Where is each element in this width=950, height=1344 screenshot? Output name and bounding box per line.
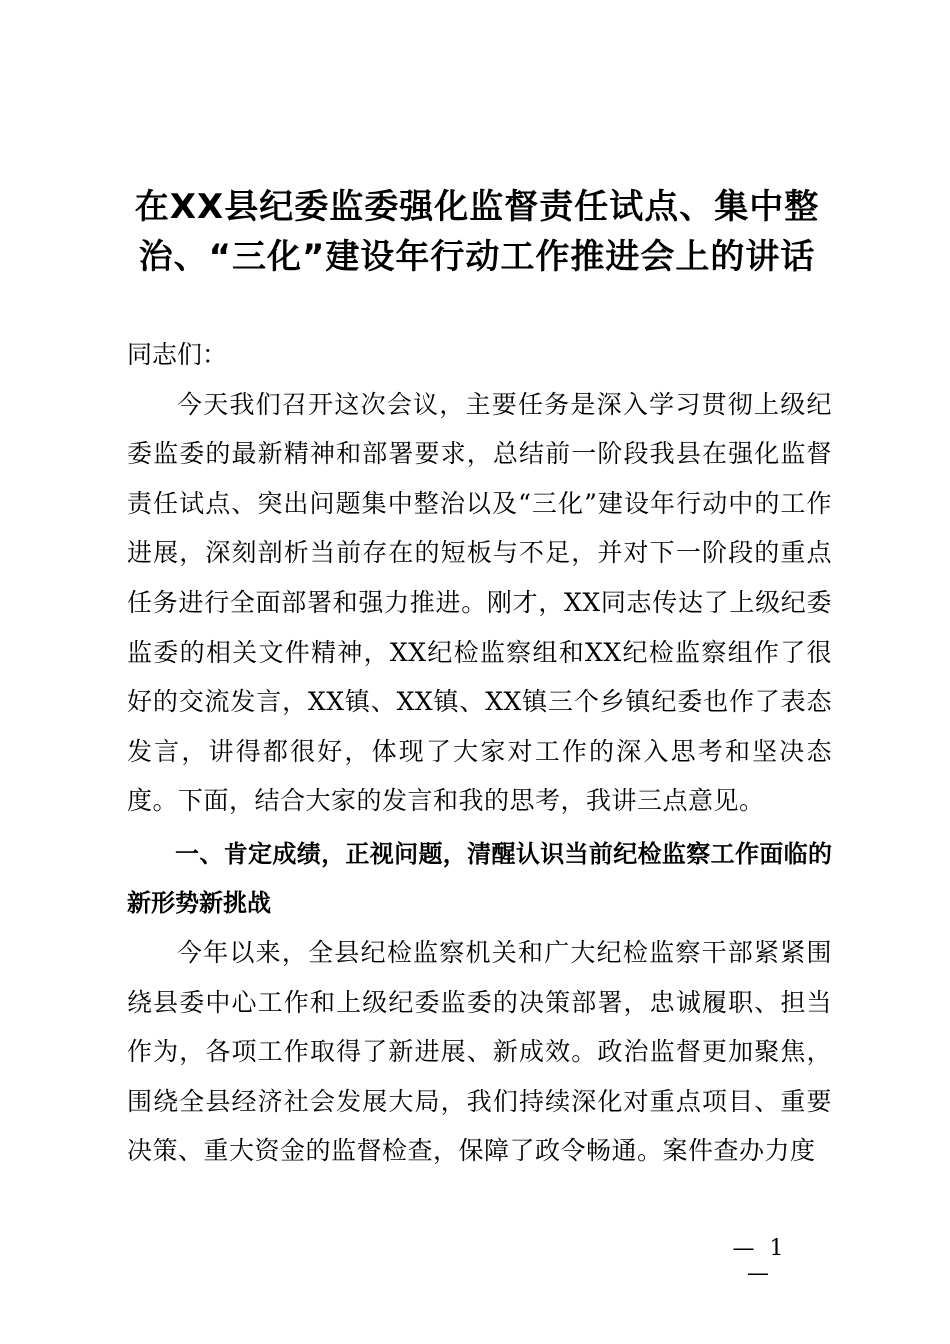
document-title [120, 182, 834, 282]
section-heading: 一、肯定成绩，正视问题，清醒认识当前纪检监察工作面临的新形势新挑战 [127, 839, 832, 917]
document-body [127, 330, 832, 1176]
page-number: — 1 — [732, 1236, 788, 1286]
salutation: 同志们： [127, 340, 228, 369]
title-line-1: 在XX县纪委监委强化监督责任试点、集中整 [134, 187, 820, 227]
opening-paragraph: 今天我们召开这次会议，主要任务是深入学习贯彻上级纪委监委的最新精神和部署要求，总结前一阶段我县在强化监督责任试点、突出问题集中整治以及“三化”建设年行动中的工作进展，深刻剖析当前存在的短板与不足，并对下一阶段的重点任务进行全面部署和强力推进。刚才，XX同志传达了上级纪委监委的相关文件精神，XX纪检监察组和XX纪检监察组作了很好的交流发言，XX镇、XX镇、XX镇三个乡镇纪委也作了表态发言，讲得都很好，体现了大家对工作的深入思考和坚决态度。下面，结合大家的发言和我的思考，我讲三点意见。 [127, 389, 832, 816]
title-line-2: 治、“三化”建设年行动工作推进会上的讲话 [138, 237, 816, 277]
section-paragraph: 今年以来，全县纪检监察机关和广大纪检监察干部紧紧围绕县委中心工作和上级纪委监委的决策部署，忠诚履职、担当作为，各项工作取得了新进展、新成效。政治监督更加聚焦，围绕全县经济社会发展大局，我们持续深化对重点项目、重要决策、重大资金的监督检查，保障了政令畅通。案件查办力度 [127, 937, 832, 1166]
